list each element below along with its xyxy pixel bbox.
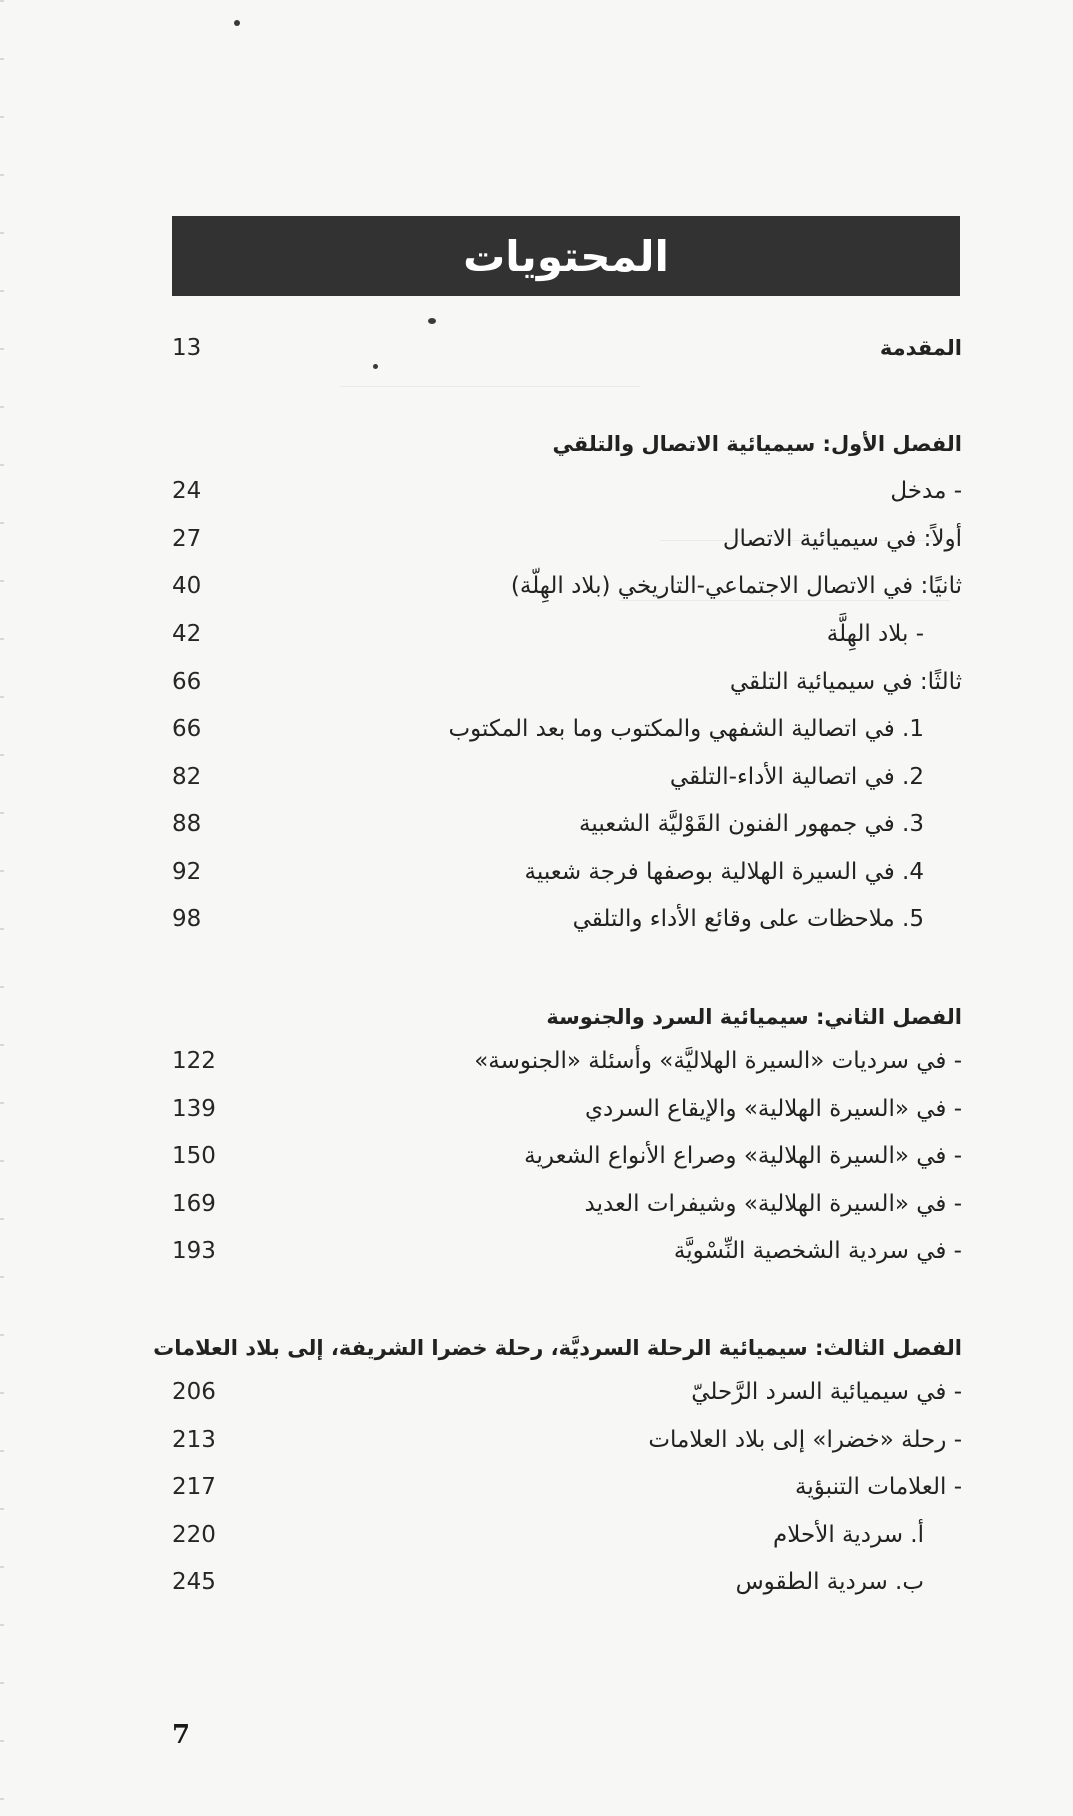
toc-entry-text: ب. سردية الطقوس: [735, 1569, 924, 1595]
toc-row[interactable]: [172, 1418, 962, 1462]
toc-entry-text: - في «السيرة الهلالية» وشيفرات العديد: [584, 1191, 962, 1217]
toc-page-number: 40: [172, 573, 202, 599]
toc-row[interactable]: [172, 1087, 962, 1131]
toc-entry-text: 2. في اتصالية الأداء-التلقي: [669, 764, 924, 790]
toc-page-number: 169: [172, 1191, 216, 1217]
toc-page-number: 122: [172, 1048, 216, 1074]
toc-entry-text: 3. في جمهور الفنون القَوْليَّة الشعبية: [579, 811, 924, 837]
toc-entry-text: - العلامات التنبؤية: [795, 1474, 962, 1500]
toc-row[interactable]: [172, 1039, 962, 1083]
toc-chapter-title: الفصل الثاني: سيميائية السرد والجنوسة: [546, 1005, 962, 1029]
toc-page-number: 13: [172, 335, 202, 361]
toc-row[interactable]: [172, 850, 962, 894]
toc-entry-text: - في سردية الشخصية النِّسْويَّة: [673, 1238, 962, 1264]
toc-page-number: 66: [172, 716, 202, 742]
toc-row[interactable]: [172, 897, 962, 941]
toc-entry-text: 4. في السيرة الهلالية بوصفها فرجة شعبية: [524, 859, 924, 885]
toc-entry-text: - في سرديات «السيرة الهلاليَّة» وأسئلة «الجنوسة»: [474, 1048, 962, 1074]
contents-header-bar: [172, 216, 960, 296]
toc-entry-text: - في سيميائية السرد الرَّحليّ: [691, 1379, 962, 1405]
toc-row[interactable]: [172, 707, 962, 751]
toc-row[interactable]: [172, 517, 962, 561]
toc-row[interactable]: [172, 612, 962, 656]
toc-entry-text: أ. سردية الأحلام: [773, 1522, 924, 1548]
toc-chapter-title: الفصل الأول: سيميائية الاتصال والتلقي: [552, 432, 962, 456]
ink-speck: [428, 318, 436, 324]
toc-page-number: 98: [172, 906, 202, 932]
toc-page-number: 92: [172, 859, 202, 885]
toc-page-number: 139: [172, 1096, 216, 1122]
toc-row-chapter-2[interactable]: [172, 995, 962, 1039]
toc-page-number: 220: [172, 1522, 216, 1548]
toc-row[interactable]: [172, 660, 962, 704]
toc-chapter-title: المقدمة: [879, 336, 962, 360]
toc-entry-text: - في «السيرة الهلالية» وصراع الأنواع الشعرية: [524, 1143, 962, 1169]
toc-entry-text: أولاً: في سيميائية الاتصال: [722, 526, 962, 552]
toc-row[interactable]: [172, 1134, 962, 1178]
toc-row[interactable]: [172, 1560, 962, 1604]
toc-entry-text: 5. ملاحظات على وقائع الأداء والتلقي: [572, 906, 924, 932]
toc-entry-text: 1. في اتصالية الشفهي والمكتوب وما بعد المكتوب: [448, 716, 924, 742]
page-number: 7: [172, 1720, 191, 1750]
toc-row[interactable]: [172, 1465, 962, 1509]
toc-entry-text: - مدخل: [890, 478, 962, 504]
toc-row-chapter-3[interactable]: [153, 1326, 962, 1370]
toc-page-number: 27: [172, 526, 202, 552]
toc-row[interactable]: [172, 1229, 962, 1273]
toc-row[interactable]: [172, 1513, 962, 1557]
toc-entry-text: - بلاد الهِلَّة: [826, 621, 924, 647]
toc-entry-text: ثالثًا: في سيميائية التلقي: [729, 669, 962, 695]
toc-row[interactable]: [172, 802, 962, 846]
toc-page-number: 245: [172, 1569, 216, 1595]
toc-page-number: 82: [172, 764, 202, 790]
page-edge-marks: [0, 0, 4, 1816]
toc-page-number: 88: [172, 811, 202, 837]
toc-row[interactable]: [172, 755, 962, 799]
toc-page-number: 206: [172, 1379, 216, 1405]
toc-page-number: 213: [172, 1427, 216, 1453]
toc-page-number: 150: [172, 1143, 216, 1169]
toc-page-number: 193: [172, 1238, 216, 1264]
toc-page-number: 66: [172, 669, 202, 695]
toc-row-introduction[interactable]: [172, 326, 962, 370]
toc-page-number: 217: [172, 1474, 216, 1500]
contents-title: المحتويات: [463, 231, 669, 281]
toc-chapter-title: الفصل الثالث: سيميائية الرحلة السرديَّة، رحلة خضرا الشريفة، إلى بلاد العلامات: [153, 1336, 962, 1360]
toc-row-chapter-1[interactable]: [172, 422, 962, 466]
toc-row[interactable]: [172, 469, 962, 513]
toc-row[interactable]: [172, 564, 962, 608]
toc-page-number: 42: [172, 621, 202, 647]
ink-speck: [234, 20, 240, 26]
toc-page-number: 24: [172, 478, 202, 504]
toc-entry-text: ثانيًا: في الاتصال الاجتماعي-التاريخي (بلاد الهِلّة): [510, 573, 962, 599]
toc-row[interactable]: [172, 1182, 962, 1226]
toc-row[interactable]: [172, 1370, 962, 1414]
bleed-through-line: [340, 386, 640, 387]
toc-entry-text: - رحلة «خضرا» إلى بلاد العلامات: [648, 1427, 962, 1453]
toc-entry-text: - في «السيرة الهلالية» والإيقاع السردي: [585, 1096, 962, 1122]
